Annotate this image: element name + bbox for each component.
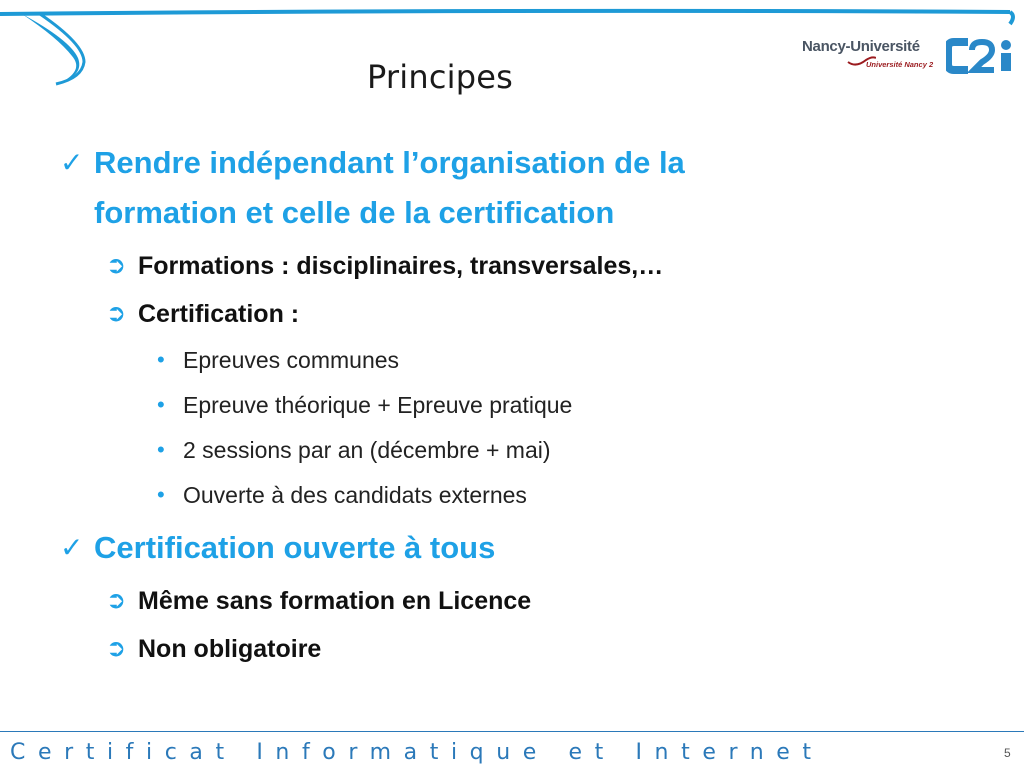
bullet-text: formation et celle de la certification xyxy=(94,195,615,230)
arrow-circle-icon: ➲ xyxy=(106,252,127,279)
page-number: 5 xyxy=(1004,746,1011,760)
bullet-text: Formations : disciplinaires, transversales,… xyxy=(138,252,664,280)
bullet-dot-icon: • xyxy=(157,482,165,507)
bullet-text: Non obligatoire xyxy=(138,635,322,663)
bullet-text: Certification ouverte à tous xyxy=(94,530,496,565)
bullet-dot-icon: • xyxy=(157,392,165,417)
slide-title: Principes xyxy=(366,58,514,96)
bullet-dot-icon: • xyxy=(157,347,165,372)
bullet-text: 2 sessions par an (décembre + mai) xyxy=(183,437,551,463)
nancy-logo-subtitle: Université Nancy 2 xyxy=(866,60,934,69)
bullet-dot-icon: • xyxy=(157,437,165,462)
nancy-logo-name: Nancy-Université xyxy=(802,38,920,55)
arrow-circle-icon: ➲ xyxy=(106,635,127,662)
bullet-text: Certification : xyxy=(138,300,300,328)
bullet-text: Epreuve théorique + Epreuve pratique xyxy=(183,392,573,418)
bullet-text: Rendre indépendant l’organisation de la xyxy=(94,145,685,180)
footer-divider xyxy=(0,731,1024,732)
footer-text: Certificat Informatique et Internet xyxy=(10,740,824,765)
bullet-text: Epreuves communes xyxy=(183,347,400,373)
bullet-text: Ouverte à des candidats externes xyxy=(183,482,527,508)
arrow-circle-icon: ➲ xyxy=(106,300,127,327)
check-icon: ✓ xyxy=(60,147,84,178)
c2i-logo xyxy=(946,36,1016,76)
arrow-circle-icon: ➲ xyxy=(106,587,127,614)
check-icon: ✓ xyxy=(60,532,84,563)
bullet-text: Même sans formation en Licence xyxy=(138,587,532,615)
